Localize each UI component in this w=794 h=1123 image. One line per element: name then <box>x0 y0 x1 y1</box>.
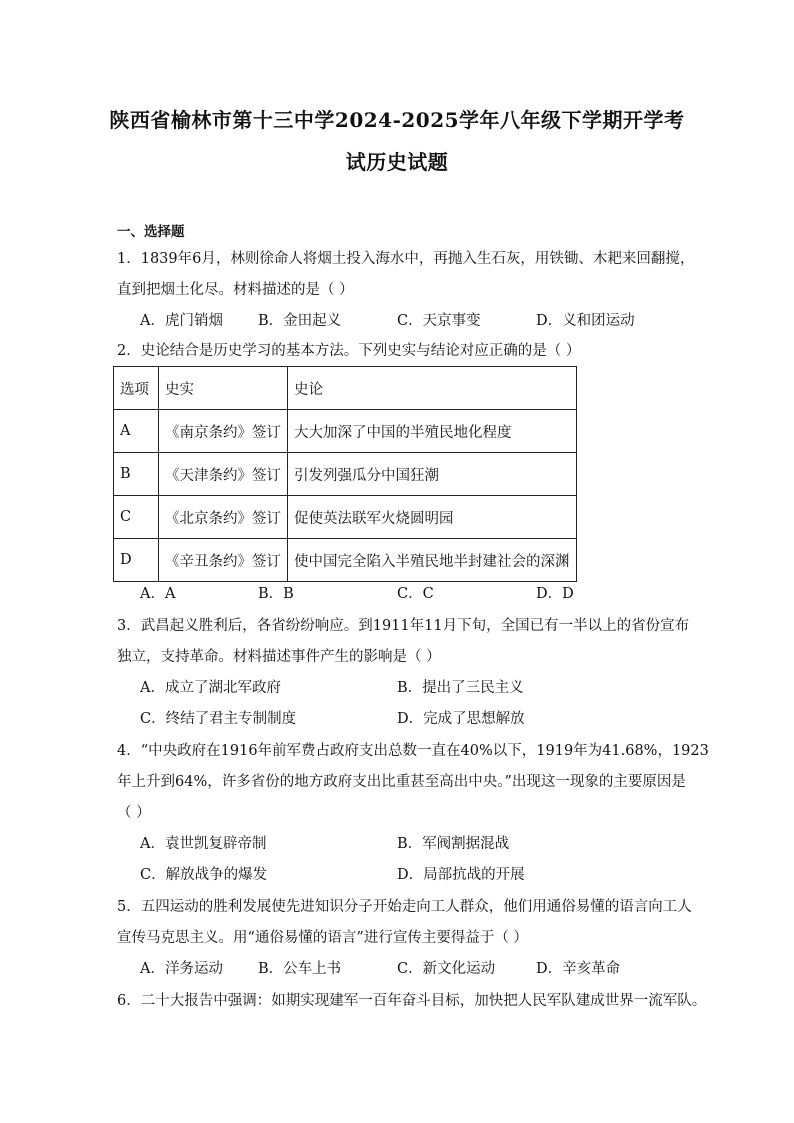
q5-option-b: B．公车上书 <box>258 961 342 977</box>
table-cell: 大大加深了中国的半殖民地化程度 <box>288 410 577 453</box>
q3-stem-line2: 独立，支持革命。材料描述事件产生的影响是（ ） <box>117 649 441 665</box>
q4-stem-line1: 4．“中央政府在1916年前军费占政府支出总数一直在40%以下，1919年为41.68%，1923 <box>117 743 709 759</box>
table-header-cell: 史论 <box>288 367 577 410</box>
q1-option-b: B．金田起义 <box>258 313 342 329</box>
table-row <box>114 496 577 539</box>
table-header-cell: 史实 <box>159 367 288 410</box>
table-header-row <box>114 367 577 410</box>
q4-stem-line3: （ ） <box>117 805 151 821</box>
q2-stem: 2．史论结合是历史学习的基本方法。下列史实与结论对应正确的是（ ） <box>117 343 581 359</box>
q3-option-a: A．成立了湖北军政府 <box>140 680 281 696</box>
table-cell: D <box>114 539 159 582</box>
table-header-cell: 选项 <box>114 367 159 410</box>
q4-option-b: B．军阀割据混战 <box>397 836 510 852</box>
q3-stem-line1: 3．武昌起义胜利后，各省纷纷响应。到1911年11月下旬，全国已有一半以上的省份宣布 <box>117 618 690 634</box>
table-cell: 引发列强瓜分中国狂潮 <box>288 453 577 496</box>
q4-stem-line2: 年上升到64%，许多省份的地方政府支出比重甚至高出中央。”出现这一现象的主要原因是 <box>117 774 686 790</box>
q2-table <box>113 366 577 582</box>
table-cell: C <box>114 496 159 539</box>
q2-option-b: B．B <box>258 586 294 602</box>
table-cell: 促使英法联军火烧圆明园 <box>288 496 577 539</box>
q5-option-d: D．辛亥革命 <box>536 961 621 977</box>
table-cell: B <box>114 453 159 496</box>
q4-option-d: D．局部抗战的开展 <box>397 867 525 883</box>
table-cell: 《天津条约》签订 <box>159 453 288 496</box>
table-cell: 使中国完全陷入半殖民地半封建社会的深渊 <box>288 539 577 582</box>
q5-stem-line1: 5．五四运动的胜利发展使先进知识分子开始走向工人群众，他们用通俗易懂的语言向工人 <box>117 899 692 915</box>
q3-option-c: C．终结了君主专制制度 <box>140 711 297 727</box>
exam-title-line2: 试历史试题 <box>345 150 449 174</box>
table-row <box>114 539 577 582</box>
q5-option-c: C．新文化运动 <box>397 961 496 977</box>
q2-option-d: D．D <box>536 586 574 602</box>
q1-stem-line2: 直到把烟土化尽。材料描述的是（ ） <box>117 282 354 298</box>
q2-option-a: A．A <box>140 586 176 602</box>
q4-option-a: A．袁世凯复辟帝制 <box>140 836 267 852</box>
q1-option-a: A．虎门销烟 <box>140 313 223 329</box>
q1-stem-line1: 1．1839年6月，林则徐命人将烟土投入海水中，再抛入生石灰，用铁锄、木耙来回翻搅， <box>117 251 695 267</box>
q1-option-c: C．天京事变 <box>397 313 481 329</box>
q5-stem-line2: 宣传马克思主义。用“通俗易懂的语言”进行宣传主要得益于（ ） <box>117 930 528 946</box>
table-cell: 《南京条约》签订 <box>159 410 288 453</box>
q3-option-d: D．完成了思想解放 <box>397 711 525 727</box>
table-cell: 《北京条约》签订 <box>159 496 288 539</box>
section-heading: 一、选择题 <box>117 224 185 240</box>
table-row <box>114 410 577 453</box>
q3-option-b: B．提出了三民主义 <box>397 680 524 696</box>
q2-option-c: C．C <box>397 586 434 602</box>
table-row <box>114 453 577 496</box>
exam-title-line1: 陕西省榆林市第十三中学2024-2025学年八年级下学期开学考 <box>109 108 685 132</box>
q4-option-c: C．解放战争的爆发 <box>140 867 268 883</box>
table-cell: A <box>114 410 159 453</box>
table-cell: 《辛丑条约》签订 <box>159 539 288 582</box>
q1-option-d: D．义和团运动 <box>536 313 635 329</box>
q5-option-a: A．洋务运动 <box>140 961 223 977</box>
q6-stem-line1: 6．二十大报告中强调：如期实现建军一百年奋斗目标，加快把人民军队建成世界一流军队。 <box>117 993 707 1009</box>
